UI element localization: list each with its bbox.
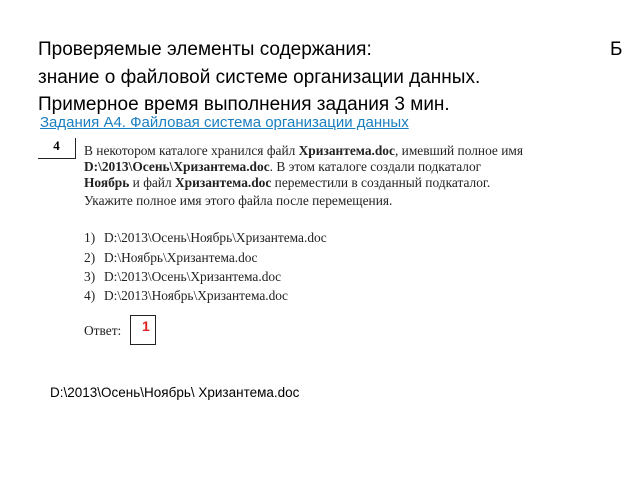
option-text: D:\2013\Ноябрь\Хризантема.doc — [104, 288, 288, 303]
answer-value: 1 — [142, 318, 150, 334]
variant-letter: Б — [610, 39, 623, 60]
task-text-part: переместили в созданный подкаталог. — [271, 175, 491, 190]
task-link[interactable]: Задания А4. Файловая система организации данных — [40, 114, 409, 131]
task-text-line-1 — [84, 143, 523, 159]
task-text-part: В некотором каталоге хранился файл — [84, 143, 299, 158]
option-text: D:\2013\Осень\Хризантема.doc — [104, 269, 282, 284]
heading-line-1: Проверяемые элементы содержания: — [38, 39, 372, 60]
option-text: D:\Ноябрь\Хризантема.doc — [104, 250, 258, 265]
task-text-bold: Хризантема.doc — [175, 175, 272, 190]
answer-label: Ответ: — [84, 323, 122, 338]
task-text-part: , имевший полное имя — [394, 143, 524, 158]
task-text-part: и файл — [129, 175, 176, 190]
task-text-bold: Хризантема.doc — [298, 143, 395, 158]
task-text-bold: Ноябрь — [84, 175, 130, 190]
solution-text: D:\2013\Осень\Ноябрь\ Хризантема.doc — [50, 385, 300, 400]
option-4 — [84, 288, 288, 304]
task-number: 4 — [38, 138, 76, 159]
option-1 — [84, 230, 327, 246]
option-text: D:\2013\Осень\Ноябрь\Хризантема.doc — [104, 230, 327, 245]
task-text-line-4: Укажите полное имя этого файла после перемещения. — [84, 193, 393, 208]
option-2 — [84, 250, 257, 266]
option-3 — [84, 269, 281, 285]
option-number: 2) — [84, 250, 96, 265]
task-text-line-2 — [84, 159, 481, 175]
task-text-part: . В этом каталоге создали подкаталог — [269, 159, 482, 174]
option-number: 1) — [84, 230, 96, 245]
task-text-bold: D:\2013\Осень\Хризантема.doc — [84, 159, 270, 174]
heading-line-3: Примерное время выполнения задания 3 мин. — [38, 94, 450, 115]
option-number: 4) — [84, 288, 96, 303]
option-number: 3) — [84, 269, 96, 284]
task-text-line-3 — [84, 175, 490, 191]
heading-line-2: знание о файловой системе организации данных. — [38, 67, 481, 88]
